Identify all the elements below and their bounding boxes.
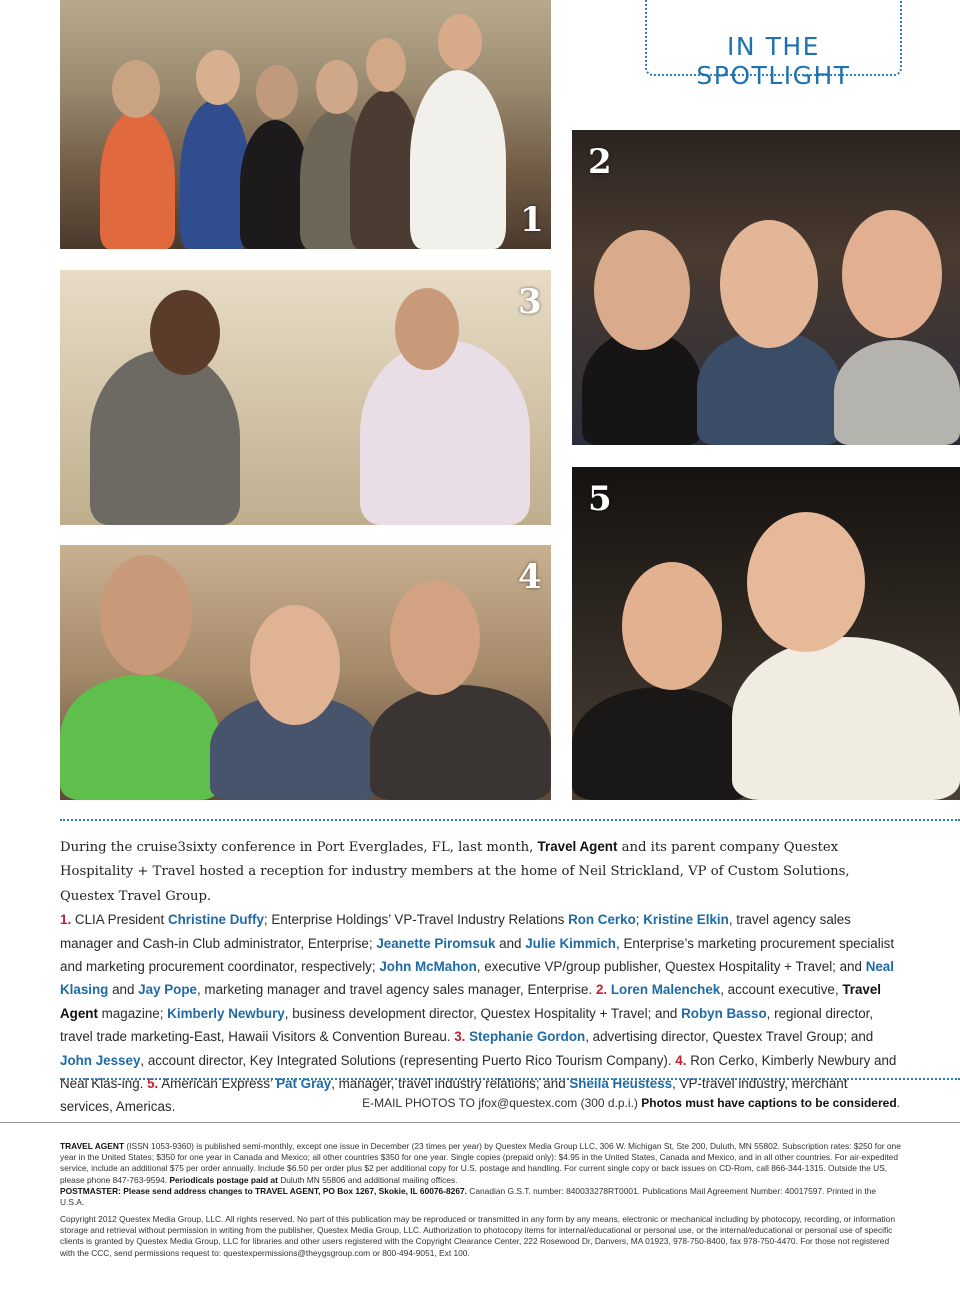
caption-text: Ron Cerko, Kimberly Newbury and Neal Klas-ing. bbox=[60, 1052, 897, 1092]
person-head bbox=[438, 14, 482, 70]
person-name: Ron Cerko bbox=[568, 912, 636, 928]
caption-text: ; bbox=[635, 912, 644, 928]
photo-2 bbox=[572, 130, 960, 445]
publication-name: TRAVEL AGENT bbox=[60, 1141, 125, 1151]
person-figure bbox=[834, 340, 960, 445]
person-head bbox=[112, 60, 160, 118]
caption-text: , executive VP/group publisher, Questex Hospitality + Travel; and bbox=[476, 959, 866, 975]
person-head bbox=[622, 562, 722, 690]
person-head bbox=[842, 210, 942, 338]
person-name: Christine Duffy bbox=[167, 912, 264, 928]
publication-text: Periodicals postage paid at bbox=[169, 1174, 278, 1185]
person-head bbox=[250, 605, 340, 725]
caption-text: and bbox=[108, 982, 139, 998]
person-name: Stephanie Gordon bbox=[469, 1029, 586, 1045]
photo-ref-4: 4. bbox=[675, 1052, 687, 1068]
person-head bbox=[100, 555, 192, 675]
photo-caption bbox=[60, 835, 902, 1119]
person-head bbox=[196, 50, 240, 105]
person-figure bbox=[60, 675, 220, 800]
person-head bbox=[594, 230, 690, 350]
person-figure bbox=[360, 340, 530, 525]
person-name: Sheila Heustess bbox=[569, 1076, 673, 1092]
caption-text: and bbox=[495, 935, 526, 951]
photo-5 bbox=[572, 467, 960, 800]
email-photos-note bbox=[362, 1096, 900, 1110]
person-figure bbox=[370, 685, 551, 800]
person-head bbox=[366, 38, 406, 92]
caption-text: American Express’ bbox=[158, 1076, 277, 1092]
copyright-notice: Copyright 2012 Questex Media Group, LLC. All rights reserved. No part of this publication may be reproduced or transmitted in any form by any means, electronic or mechanical including by photocopy, recording, or information storage and retrieval without permission in writing from the publisher, Questex Media Group, LLC. Authorization to photocopy items for internal/educational or personal use, or the internal/educational or personal use of specific clients is granted by Questex Media Group, LLC for libraries and other users registered with the Copyright Clearance Center, 222 Rosewood Dr, Danvers, MA 01923, 978-750-8400, fax 978-750-4470. For those not registered with the CCC, send permissions request to: questexpermissions@theygsgroup.com or 800-494-9051, Ext 100. bbox=[60, 1214, 895, 1258]
email-note-emphasis: Photos must have captions to be considered bbox=[641, 1096, 897, 1110]
caption-intro: During the cruise3sixty conference in Port Everglades, FL, last month, bbox=[60, 840, 538, 855]
caption-text: ; Enterprise Holdings’ VP-Travel Industry Relations bbox=[263, 912, 569, 928]
photo-number: 4 bbox=[518, 557, 542, 597]
photo-4 bbox=[60, 545, 551, 800]
postmaster-note: POSTMASTER: Please send address changes to TRAVEL AGENT, PO Box 1267, Skokie, IL 60076-8267. bbox=[60, 1185, 467, 1196]
photo-ref-3: 3. bbox=[454, 1029, 466, 1045]
magazine-name: Travel Agent bbox=[537, 839, 618, 854]
person-figure bbox=[410, 70, 506, 249]
person-name: John Jessey bbox=[60, 1052, 141, 1068]
caption-text: , travel agency sales manager and Cash-in Club administrator, Enterprise; bbox=[60, 912, 851, 951]
caption-text: , Enterprise’s marketing procurement specialist and marketing procurement coordinator, respectively; bbox=[60, 935, 895, 975]
caption-text: , business development director, Questex Hospitality + Travel; and bbox=[284, 1005, 682, 1021]
publication-text: (ISSN 1053-9360) is published semi-monthly, except one issue in December (23 times per year) by Questex Media Group LLC, 306 W. Michigan St, Ste 200, Duluth, MN 55802. Subscription rates: $250 for one year in the United States; $350 for one year in Canada and Mexico; all other countries $350 for one year. Single copies (prepaid only): $4.95 in the United States, Canada and Mexico, and in all other countries. For air-expedited service, include an additional $75 per order annually. Include $6.50 per order plus $2 per additional copy for U.S. postage and handling. For current single copy or back issues on CD-Rom, call 866-344-1315. Outside the US, please phone 847-763-9594. bbox=[60, 1141, 901, 1185]
caption-text: , VP-travel industry, merchant services, Americas. bbox=[60, 1076, 848, 1115]
email-note-text: E-MAIL PHOTOS TO jfox@questex.com (300 d.p.i.) bbox=[362, 1096, 642, 1110]
publication-text: Canadian G.S.T. number: 840033278RT0001. Publications Mail Agreement Number: 40017597. Printed in the U.S.A. bbox=[60, 1185, 877, 1208]
divider-rule bbox=[0, 1122, 960, 1123]
email-note-end: . bbox=[896, 1096, 900, 1110]
person-head bbox=[390, 580, 480, 695]
photo-number: 1 bbox=[520, 200, 544, 240]
spotlight-header-box bbox=[645, 0, 902, 90]
photo-number: 2 bbox=[588, 142, 612, 182]
caption-intro: and its parent company Questex Hospitality + Travel hosted a reception for industry members at the home of Neil Strickland, VP of Custom Solutions, Questex Travel Group. bbox=[60, 840, 850, 904]
caption-text: , marketing manager and travel agency sales manager, Enterprise. bbox=[196, 982, 596, 998]
caption-text: CLIA President bbox=[71, 912, 168, 928]
person-figure bbox=[572, 687, 752, 800]
publication-info bbox=[60, 1141, 902, 1208]
photo-ref-1: 1. bbox=[60, 912, 72, 928]
photo-number: 3 bbox=[518, 282, 542, 322]
person-name: Neal Klasing bbox=[60, 959, 894, 998]
person-name: John McMahon bbox=[379, 959, 477, 975]
photo-1 bbox=[60, 0, 551, 249]
person-figure bbox=[732, 637, 960, 800]
person-name: Robyn Basso bbox=[681, 1005, 767, 1021]
divider-dotted bbox=[60, 819, 960, 821]
person-name: Kimberly Newbury bbox=[167, 1005, 285, 1021]
divider-dotted bbox=[60, 1078, 960, 1080]
caption-text: magazine; bbox=[97, 1005, 168, 1021]
person-name: Julie Kimmich bbox=[525, 935, 616, 951]
magazine-name: Travel Agent bbox=[60, 982, 882, 1021]
person-head bbox=[316, 60, 358, 114]
caption-text: , account executive, bbox=[720, 982, 843, 998]
photo-number: 5 bbox=[588, 479, 612, 519]
person-head bbox=[150, 290, 220, 375]
photo-ref-2: 2. bbox=[595, 982, 608, 998]
person-head bbox=[720, 220, 818, 348]
photo-3 bbox=[60, 270, 551, 525]
page-title: IN THE SPOTLIGHT bbox=[696, 32, 851, 90]
person-name: Jeanette Piromsuk bbox=[376, 935, 496, 951]
person-name: Loren Malenchek bbox=[610, 982, 721, 998]
person-name: Jay Pope bbox=[138, 982, 197, 998]
caption-text: , manager, travel industry relations; and bbox=[331, 1076, 570, 1092]
photo-ref-5: 5. bbox=[147, 1076, 159, 1092]
person-head bbox=[395, 288, 459, 370]
person-name: Kristine Elkin bbox=[643, 912, 729, 928]
person-figure bbox=[100, 110, 175, 249]
caption-text: , advertising director, Questex Travel Group; and bbox=[585, 1029, 874, 1045]
publication-text: Duluth MN 55806 and additional mailing offices. bbox=[277, 1174, 458, 1185]
person-name: Pat Gray bbox=[276, 1076, 332, 1092]
caption-text: , account director, Key Integrated Solutions (representing Puerto Rico Tourism Company). bbox=[140, 1052, 676, 1068]
person-figure bbox=[90, 350, 240, 525]
person-head bbox=[256, 65, 298, 119]
caption-text: , regional director, travel trade marketing-East, Hawaii Visitors & Convention Bureau. bbox=[60, 1005, 874, 1045]
person-head bbox=[747, 512, 865, 652]
